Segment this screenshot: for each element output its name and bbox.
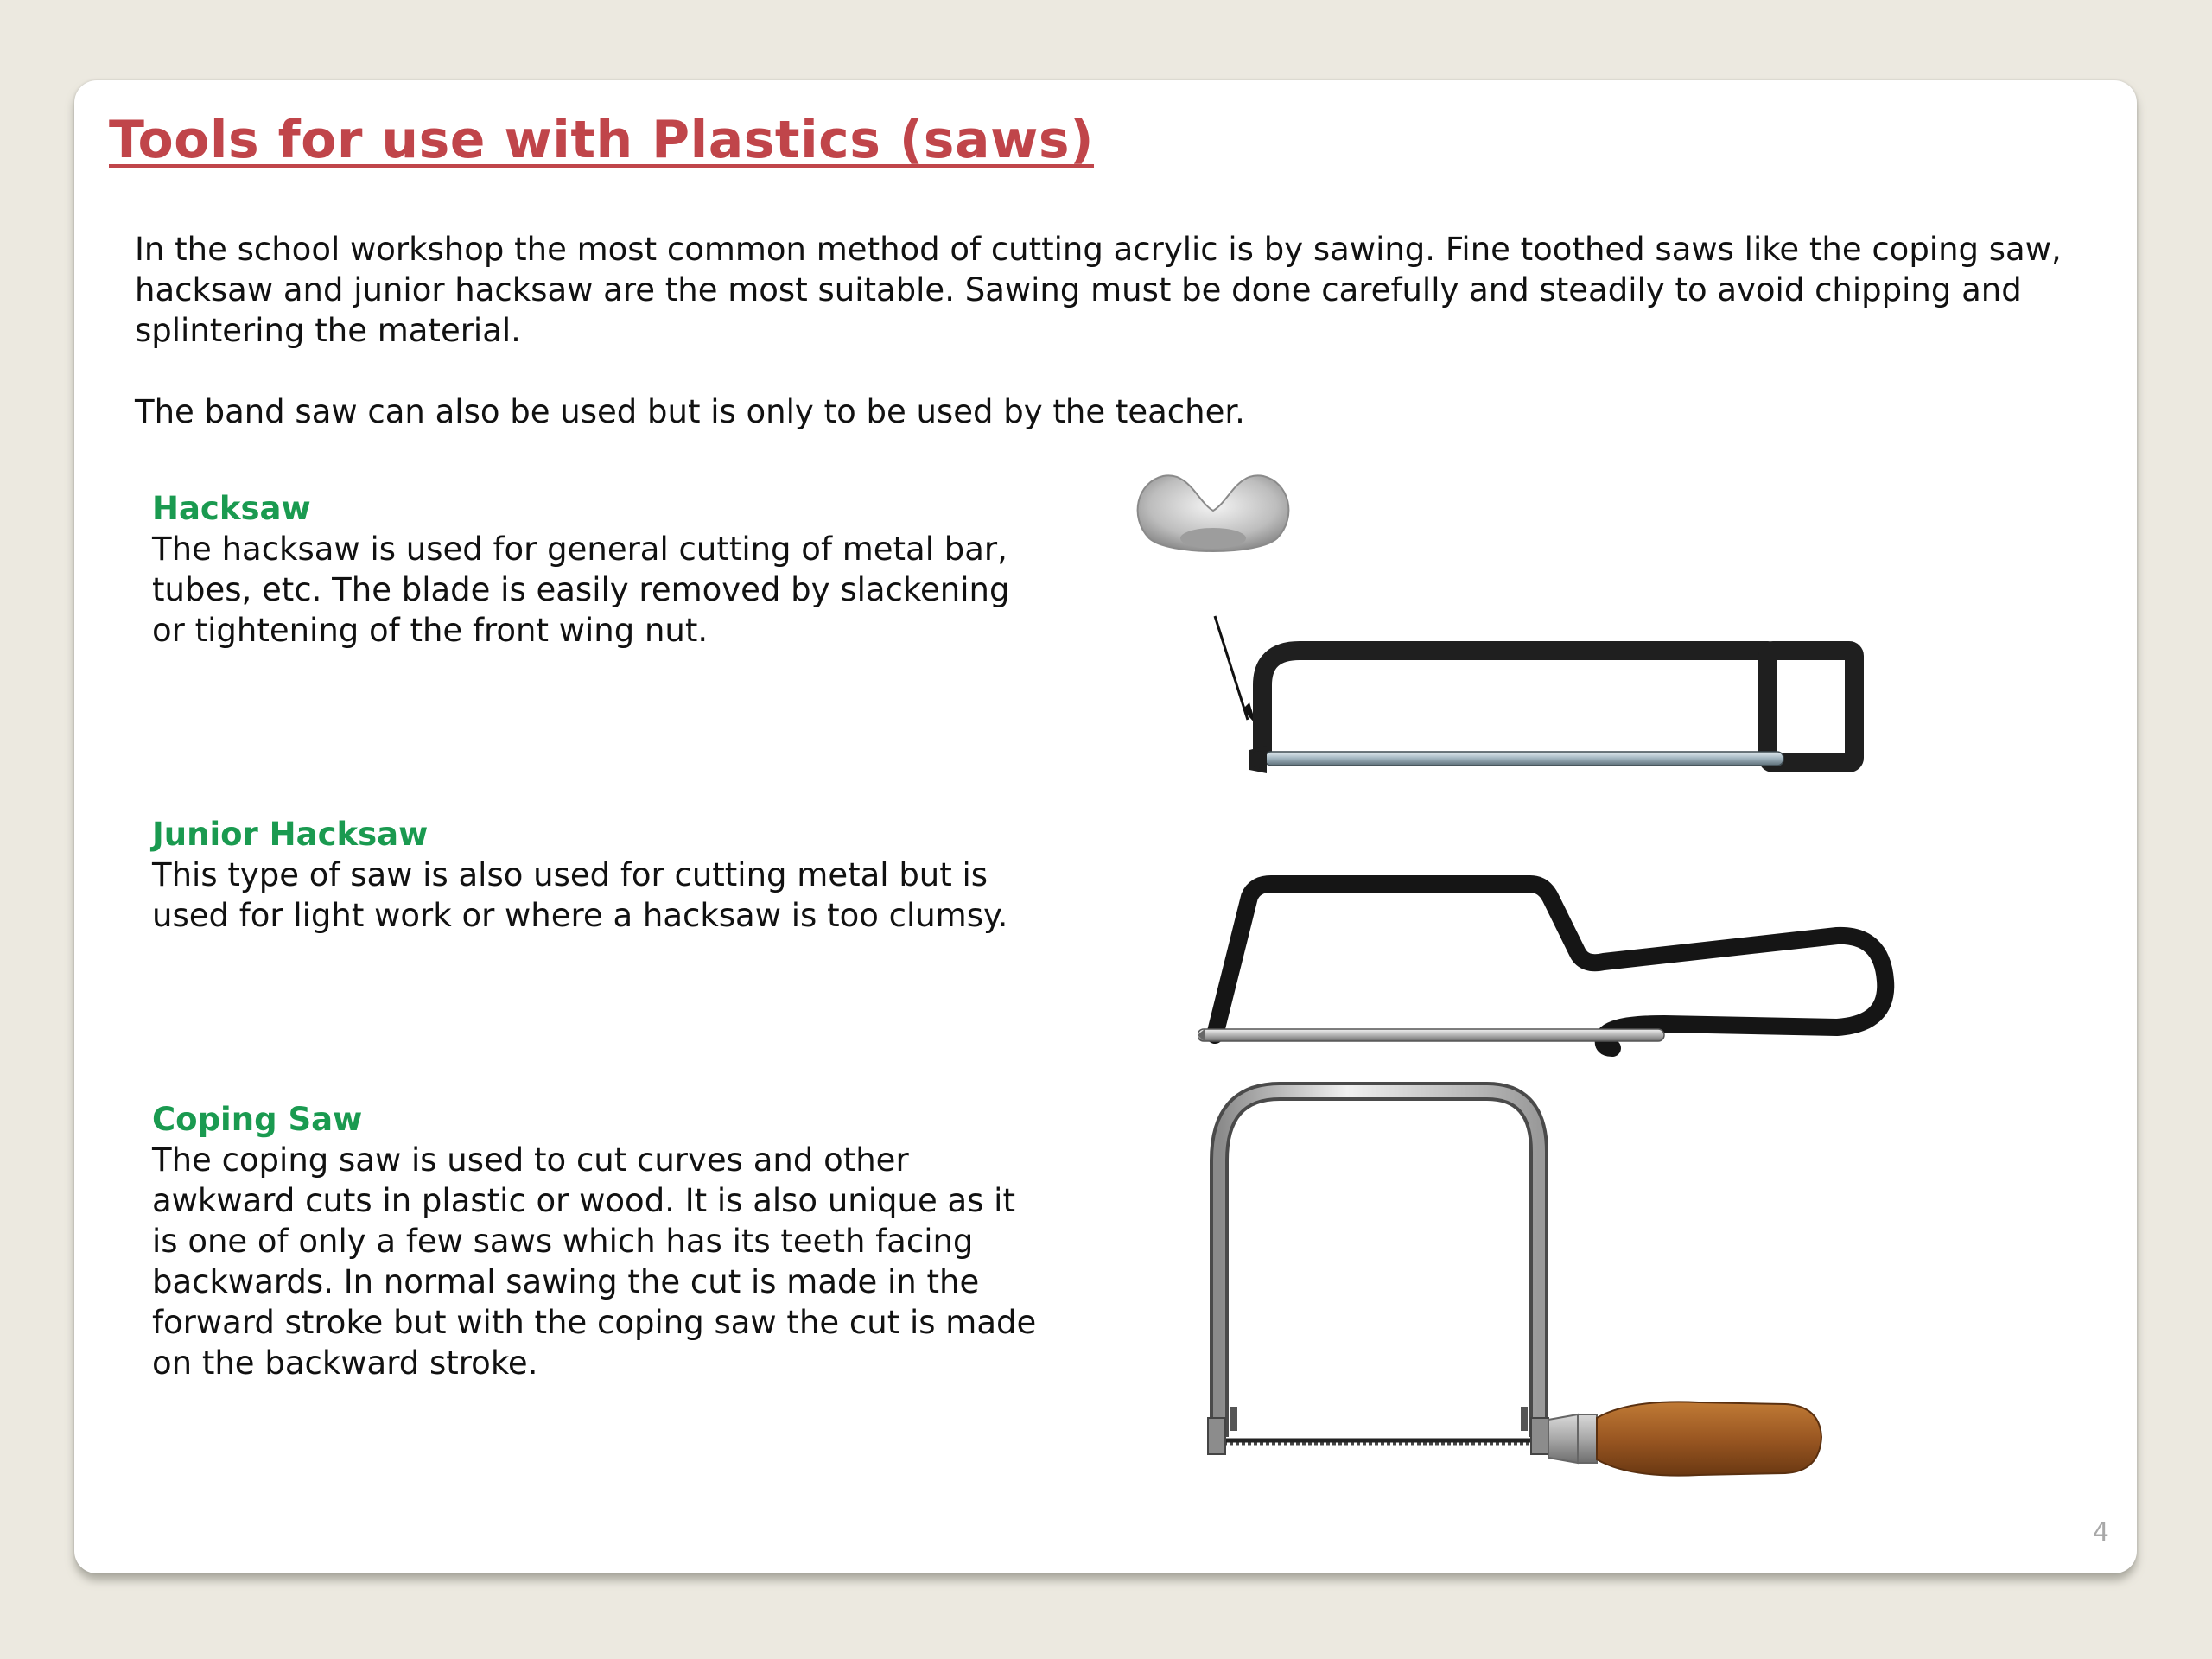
junior-hacksaw-illustration bbox=[1198, 798, 1923, 1074]
hacksaw-illustration bbox=[1128, 435, 1872, 798]
coping-saw-description: The coping saw is used to cut curves and other awkward cuts in plastic or wood. It is also unique as it is one of only a few saws which has its teeth facing backwards. In normal sawing the cut is made in the forward stroke but with the coping saw the cut is made on the backward stroke. bbox=[152, 1141, 1037, 1382]
section-hacksaw bbox=[152, 488, 1051, 651]
coping-saw-icon bbox=[1208, 1091, 1821, 1476]
arrow-icon bbox=[1215, 616, 1256, 725]
junior-hacksaw-description: This type of saw is also used for cutting metal but is used for light work or where a hacksaw is too clumsy. bbox=[152, 856, 1008, 934]
hacksaw-icon bbox=[1249, 651, 1854, 773]
slide-title: Tools for use with Plastics (saws) bbox=[109, 110, 1095, 170]
hacksaw-heading: Hacksaw bbox=[152, 490, 311, 527]
intro-paragraph: In the school workshop the most common method of cutting acrylic is by sawing. Fine toothed saws like the coping saw, hacksaw and junior hacksaw are the most suitable. Sawing must be done carefully and steadily to avoid chipping and splintering the material. bbox=[135, 231, 2062, 349]
junior-hacksaw-heading: Junior Hacksaw bbox=[152, 816, 429, 853]
page-number: 4 bbox=[2092, 1517, 2109, 1548]
wing-nut-icon bbox=[1138, 475, 1289, 551]
hacksaw-description: The hacksaw is used for general cutting of metal bar, tubes, etc. The blade is easily removed by slackening or tightening of the front wing nut. bbox=[152, 531, 1010, 649]
coping-saw-illustration bbox=[1198, 1074, 1923, 1489]
band-saw-note: The band saw can also be used but is only to be used by the teacher. bbox=[135, 393, 1245, 430]
section-junior-hacksaw bbox=[152, 814, 1051, 936]
coping-saw-heading: Coping Saw bbox=[152, 1101, 363, 1138]
slide bbox=[74, 80, 2137, 1573]
junior-hacksaw-icon bbox=[1198, 884, 1885, 1048]
section-coping-saw bbox=[152, 1099, 1051, 1383]
